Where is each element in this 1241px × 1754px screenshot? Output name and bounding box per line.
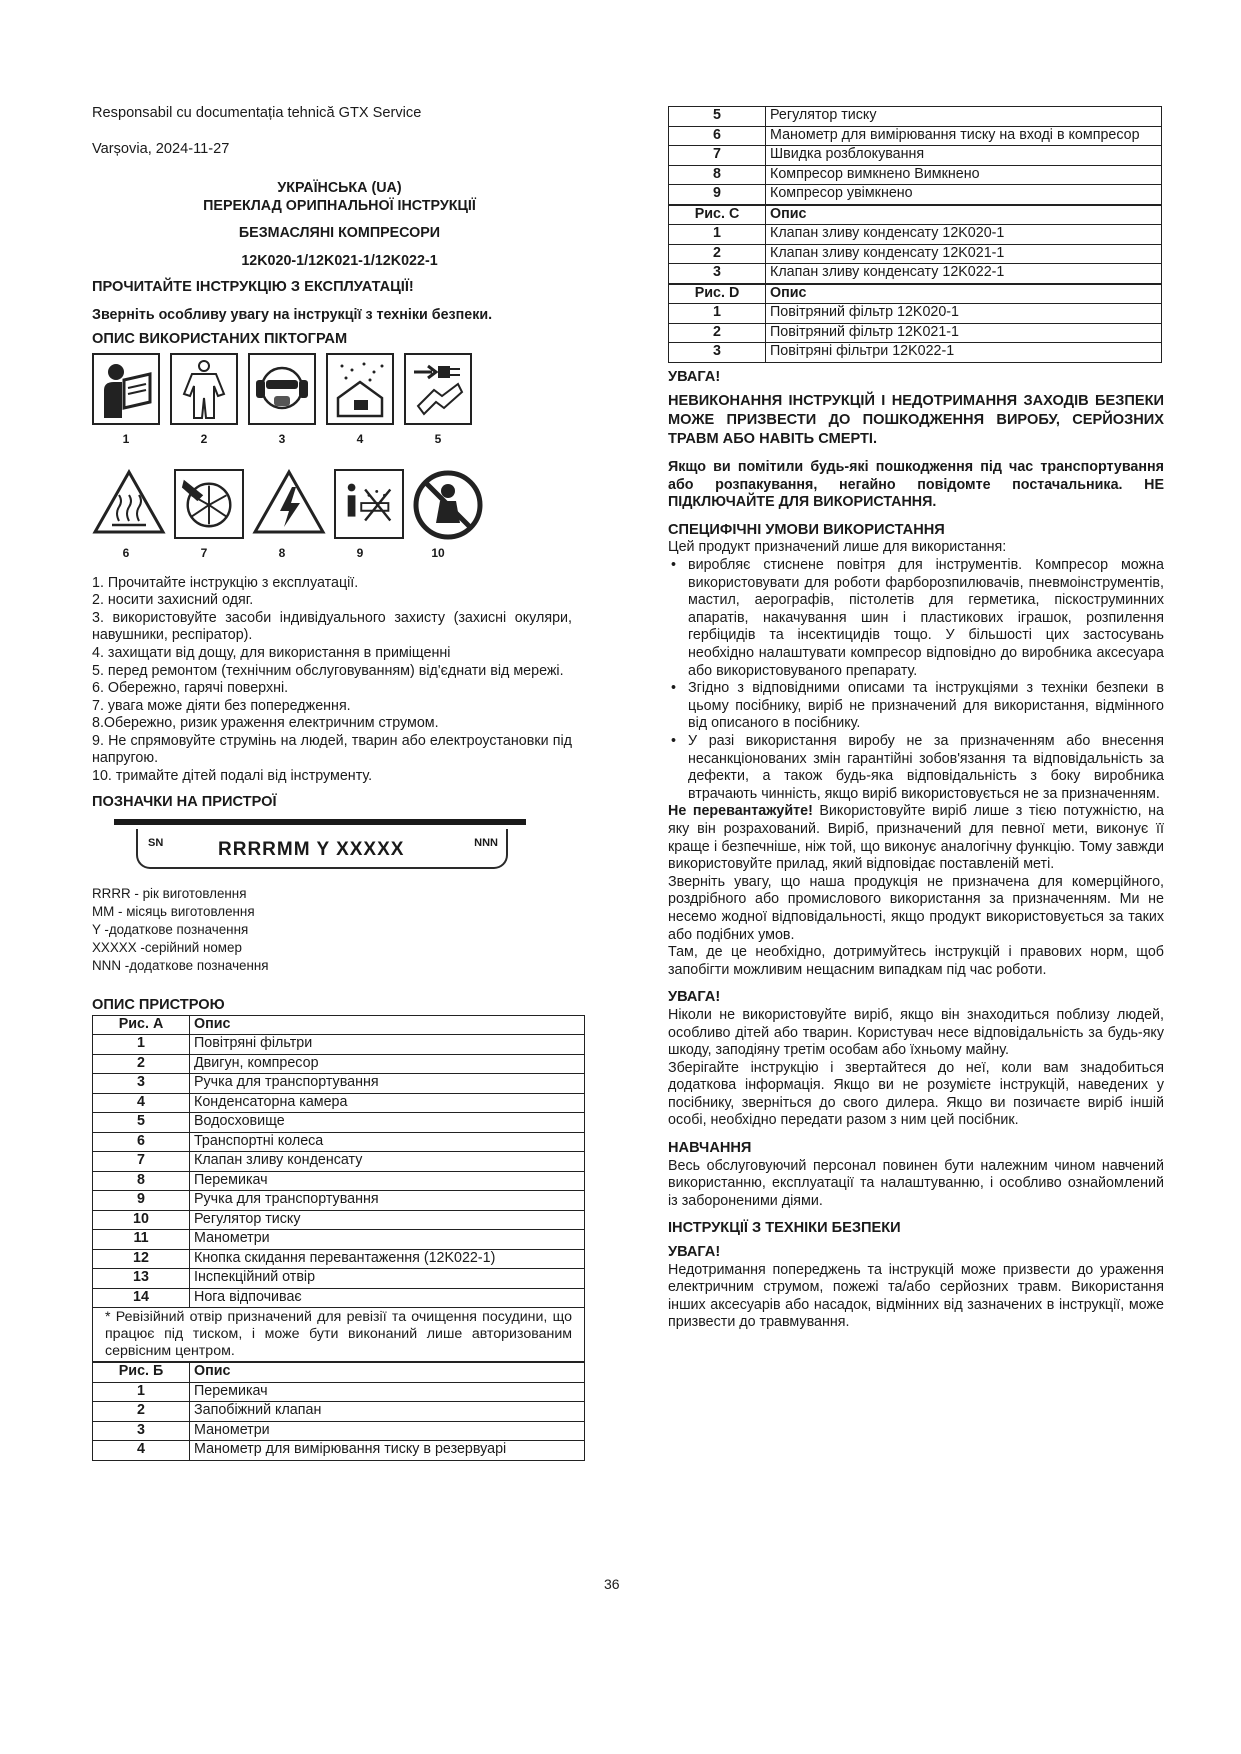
keep-manual-paragraph: Зберігайте інструкцію і звертайтеся до неї, коли вам знадобиться додаткова інформація. Якщо ви не розумієте інструкцій, наведених у посібнику, зверніться до свого дилера. Якщо ви позичаєте виріб іншій особі, необхідно передати разом з ним цей посібник.: [668, 1059, 1164, 1129]
pictogram-description: 7. увага може діяти без попередження.: [92, 697, 351, 714]
pictogram-description: 10. тримайте дітей подалі від інструменту.: [92, 768, 373, 785]
ppe-goggles-earmuffs-icon: [248, 353, 316, 425]
pictogram-number: 10: [431, 545, 445, 560]
table-header-row: [93, 1015, 585, 1035]
row-number-cell: 6: [93, 1132, 190, 1152]
row-number-cell: 13: [93, 1269, 190, 1289]
table-row: [93, 1421, 585, 1441]
row-number-cell: 7: [669, 146, 766, 166]
pictogram-description: 6. Обережно, гарячі поверхні.: [92, 680, 289, 697]
table-row: [93, 1035, 585, 1055]
table-header-cell: Рис. C: [669, 205, 766, 225]
row-number-cell: 9: [669, 185, 766, 205]
table-note-row: [93, 1308, 585, 1362]
row-number-cell: 3: [93, 1074, 190, 1094]
row-description-cell: Клапан зливу конденсату 12K020-1: [766, 225, 1162, 245]
table-row: [669, 126, 1162, 146]
automatic-start-icon: [174, 469, 244, 539]
pictogram-descriptions: [92, 575, 572, 786]
list-item: • виробляє стиснене повітря для інструментів. Компресор можна використовувати для роботи фарборозпилювачів, пневмоінструментів, мастил, аерографів, пістолетів для герметика, піскоструминних апаратів, накачування шин і пластикових іграшок, розпилення гербіцидів та інсектицидів тощо. У більшості цих застосувань необхідно налаштувати компресор відповідно до виробника аксесуара або використовуваного препарату.: [671, 557, 1164, 679]
row-description-cell: Компресор увімкнено: [766, 185, 1162, 205]
row-description-cell: Перемикач: [190, 1171, 585, 1191]
row-number-cell: 11: [93, 1230, 190, 1250]
legend-item: MM - місяць виготовлення: [92, 904, 255, 920]
row-number-cell: 4: [93, 1093, 190, 1113]
pictogram-number: 4: [356, 432, 364, 447]
row-description-cell: Манометр для вимірювання тиску в резервуарі: [190, 1441, 585, 1461]
table-row: [669, 244, 1162, 264]
indoor-rain-protection-icon: [326, 353, 394, 425]
hot-surface-icon: [92, 469, 166, 535]
pictogram-description: 3. використовуйте засоби індивідуального захисту (захисні окуляри, навушники, респіратор).: [92, 609, 572, 644]
list-item-text: Згідно з відповідними описами та інструкціями з техніки безпеки в цьому посібнику, виріб не призначений для використання, відмінного від описаного в посібнику.: [688, 680, 1164, 732]
table-row: [669, 343, 1162, 363]
row-description-cell: Перемикач: [190, 1382, 585, 1402]
row-description-cell: Клапан зливу конденсату 12K022-1: [766, 264, 1162, 284]
specific-conditions-heading: СПЕЦИФІЧНІ УМОВИ ВИКОРИСТАННЯ: [668, 521, 945, 538]
table-header-cell: Рис. D: [669, 284, 766, 304]
table-row: [669, 165, 1162, 185]
row-number-cell: 7: [93, 1152, 190, 1172]
table-row: [93, 1171, 585, 1191]
table-row: [93, 1152, 585, 1172]
row-description-cell: Ручка для транспортування: [190, 1191, 585, 1211]
table-row: [93, 1113, 585, 1133]
training-heading: НАВЧАННЯ: [668, 1140, 752, 1157]
table-row: [93, 1441, 585, 1461]
table-d: [668, 284, 1162, 363]
table-row: [93, 1132, 585, 1152]
translation-title: ПЕРЕКЛАД ОРИПНАЛЬНОЇ ІНСТРУКЦІЇ: [203, 197, 476, 214]
row-number-cell: 12: [93, 1249, 190, 1269]
marking-legend: [92, 885, 587, 975]
row-number-cell: 3: [669, 264, 766, 284]
table-row: [93, 1288, 585, 1308]
warning-heading: УВАГА!: [668, 1244, 721, 1261]
table-row: [93, 1054, 585, 1074]
row-number-cell: 14: [93, 1288, 190, 1308]
pictogram-number: 6: [122, 545, 130, 560]
markings-heading: ПОЗНАЧКИ НА ПРИСТРОЇ: [92, 793, 277, 810]
table-row: [669, 225, 1162, 245]
row-description-cell: Повітряний фільтр 12K020-1: [766, 304, 1162, 324]
pictogram-description: 5. перед ремонтом (технічним обслуговуванням) від'єднати від мережі.: [92, 662, 564, 679]
pictogram-number: 1: [122, 432, 130, 447]
table-header-cell: Опис: [190, 1363, 585, 1383]
language-title: УКРАЇНСЬКА (UA): [277, 180, 402, 197]
row-number-cell: 10: [93, 1210, 190, 1230]
table-c: [668, 205, 1162, 284]
row-description-cell: Кнопка скидання перевантаження (12K022-1): [190, 1249, 585, 1269]
row-description-cell: Повітряний фільтр 12K021-1: [766, 323, 1162, 343]
pictogram-number: 8: [278, 545, 286, 560]
table-row: [669, 185, 1162, 205]
read-manual-heading: ПРОЧИТАЙТЕ ІНСТРУКЦІЮ З ЕКСПЛУАТАЦІЇ!: [92, 278, 414, 295]
table-row: [669, 264, 1162, 284]
models-title: 12K020-1/12K021-1/12K022-1: [241, 252, 438, 269]
transport-damage-note: Якщо ви помітили будь-які пошкодження під час транспортування або розпакування, негайно повідомте постачальника. НЕ ПІДКЛЮЧАЙТЕ ДЛЯ ВИКОРИСТАННЯ.: [668, 459, 1164, 511]
pictograms-heading: ОПИС ВИКОРИСТАНИХ ПІКТОГРАМ: [92, 330, 348, 347]
inspection-hole-note: * Ревізійний отвір призначений для ревізії та очищення посудини, що працює під тиском, і може бути виконаний лише авторизованим сервісним центром.: [93, 1308, 585, 1362]
row-number-cell: 2: [669, 323, 766, 343]
table-header-row: [93, 1363, 585, 1383]
row-number-cell: 3: [669, 343, 766, 363]
disconnect-before-repair-icon: [404, 353, 472, 425]
table-b-continued: [668, 106, 1162, 205]
pictogram-number: 9: [356, 545, 364, 560]
row-number-cell: 5: [669, 107, 766, 127]
legal-norms-paragraph: Там, де це необхідно, дотримуйтесь інструкцій і правових норм, щоб запобігти можливим нещасним випадкам під час роботи.: [668, 944, 1164, 978]
place-date: Varșovia, 2024-11-27: [92, 140, 230, 157]
pictogram-description: 4. захищати від дощу, для використання в приміщенні: [92, 644, 451, 661]
table-row: [93, 1191, 585, 1211]
keep-children-away-icon: [412, 469, 484, 541]
list-item: • У разі використання виробу не за призначенням або внесення несанкціонованих змін гарантійні зобов'язання та відповідальність за дефекти, а також будь-яка відповідальність з боку виробника втрачають чинність, якщо виріб використовується не за призначенням.: [671, 733, 1164, 802]
safety-attention-note: Зверніть особливу увагу на інструкції з техніки безпеки.: [92, 307, 493, 324]
table-row: [669, 304, 1162, 324]
legend-item: NNN -додаткове позначення: [92, 958, 269, 974]
read-manual-icon: [92, 353, 160, 425]
table-row: [669, 107, 1162, 127]
page-number: 36: [604, 1576, 620, 1592]
list-item: • Згідно з відповідними описами та інструкціями з техніки безпеки в цьому посібнику, виріб не призначений для використання, відмінного від описаного в посібнику.: [671, 680, 1164, 732]
pictogram-number: 2: [200, 432, 208, 447]
plate-sn-label: SN: [148, 837, 164, 850]
pictogram-row-1: [92, 353, 587, 425]
row-description-cell: Водосховище: [190, 1113, 585, 1133]
table-b: [92, 1362, 585, 1461]
row-description-cell: Двигун, компресор: [190, 1054, 585, 1074]
pictogram-numbers-2: [92, 545, 587, 563]
row-number-cell: 1: [669, 225, 766, 245]
pictogram-numbers-1: [92, 431, 587, 449]
warning-heading: УВАГА!: [668, 368, 721, 385]
table-row: [93, 1269, 585, 1289]
pictogram-row-2: [92, 469, 587, 541]
row-number-cell: 8: [669, 165, 766, 185]
table-row: [93, 1230, 585, 1250]
row-number-cell: 9: [93, 1191, 190, 1211]
row-number-cell: 1: [93, 1382, 190, 1402]
table-row: [93, 1249, 585, 1269]
row-number-cell: 8: [93, 1171, 190, 1191]
pictogram-description: 1. Прочитайте інструкцію з експлуатації.: [92, 574, 359, 591]
plate-nnn-label: NNN: [474, 837, 498, 850]
pictogram-description: 8.Обережно, ризик ураження електричним струмом.: [92, 715, 439, 732]
row-description-cell: Компресор вимкнено Вимкнено: [766, 165, 1162, 185]
row-description-cell: Повітряні фільтри: [190, 1035, 585, 1055]
row-number-cell: 1: [93, 1035, 190, 1055]
usage-conditions-list: [668, 557, 1164, 803]
row-description-cell: Регулятор тиску: [766, 107, 1162, 127]
safety-instructions-heading: ІНСТРУКЦІЇ З ТЕХНІКИ БЕЗПЕКИ: [668, 1220, 901, 1237]
row-description-cell: Швидка розблокування: [766, 146, 1162, 166]
legend-item: XXXXX -серійний номер: [92, 940, 242, 956]
row-number-cell: 5: [93, 1113, 190, 1133]
pictogram-description: 2. носити захисний одяг.: [92, 592, 254, 609]
overload-paragraph: [668, 803, 1164, 873]
table-row: [93, 1074, 585, 1094]
row-description-cell: Клапан зливу конденсату: [190, 1152, 585, 1172]
row-description-cell: Манометри: [190, 1421, 585, 1441]
left-column: [92, 105, 587, 1461]
device-description-heading: ОПИС ПРИСТРОЮ: [92, 997, 225, 1014]
table-header-cell: Опис: [766, 205, 1162, 225]
row-description-cell: Повітряні фільтри 12K022-1: [766, 343, 1162, 363]
training-paragraph: Весь обслуговуючий персонал повинен бути належним чином навчений використанню, експлуатації та налаштуванню, і особливо ознайомлений із забороненими діями.: [668, 1157, 1164, 1209]
product-title: БЕЗМАСЛЯНІ КОМПРЕСОРИ: [238, 225, 441, 242]
warning-heading: УВАГА!: [668, 989, 721, 1006]
row-description-cell: Запобіжний клапан: [190, 1402, 585, 1422]
list-item-text: виробляє стиснене повітря для інструментів. Компресор можна використовувати для роботи фарборозпилювачів, пневмоінструментів, мастил, аерографів, пістолетів для герметика, піскоструминних апаратів, накачування шин і пластикових іграшок, розпилення гербіцидів та інсектицидів тощо. У більшості цих застосувань необхідно налаштувати компресор відповідно до виробника аксесуара або використовуваного препарату.: [688, 557, 1164, 679]
table-header-row: [669, 284, 1162, 304]
specific-conditions-intro: Цей продукт призначений лише для використання:: [668, 539, 1007, 556]
table-header-cell: Рис. A: [93, 1015, 190, 1035]
row-description-cell: Клапан зливу конденсату 12K021-1: [766, 244, 1162, 264]
table-header-row: [669, 205, 1162, 225]
row-number-cell: 2: [669, 244, 766, 264]
table-row: [93, 1093, 585, 1113]
plate-code: RRRRMM Y XXXXX: [218, 839, 405, 861]
row-description-cell: Транспортні колеса: [190, 1132, 585, 1152]
row-description-cell: Конденсаторна камера: [190, 1093, 585, 1113]
warning-statement: НЕВИКОНАННЯ ІНСТРУКЦІЙ І НЕДОТРИМАННЯ ЗАХОДІВ БЕЗПЕКИ МОЖЕ ПРИЗВЕСТИ ДО ПОШКОДЖЕННЯ ВИРОБУ, СЕРЙОЗНИХ ТРАВМ АБО НАВІТЬ СМЕРТІ.: [668, 393, 1164, 448]
commercial-use-paragraph: Зверніть увагу, що наша продукція не призначена для комерційного, роздрібного або промислового використання за призначенням. Ми не несемо жодної відповідальності, якщо продукт використовується за таких або подібних умов.: [668, 873, 1164, 943]
pictogram-number: 7: [200, 545, 208, 560]
protective-clothing-icon: [170, 353, 238, 425]
row-number-cell: 1: [669, 304, 766, 324]
row-description-cell: Ручка для транспортування: [190, 1074, 585, 1094]
pictogram-number: 3: [278, 432, 286, 447]
table-header-cell: Рис. Б: [93, 1363, 190, 1383]
responsible-line: Responsabil cu documentația tehnică GTX Service: [92, 105, 422, 121]
pictogram-number: 5: [434, 432, 442, 447]
row-description-cell: Регулятор тиску: [190, 1210, 585, 1230]
table-header-cell: Опис: [190, 1015, 585, 1035]
overload-text: Використовуйте виріб лише з тією потужністю, на яку він розрахований. Виріб, призначений для певної мети, виконує її краще і безпечніше, ніж той, що виконує аналогічну функцію. Тому завжди використовуйте прилад, який відповідає поставленій меті.: [668, 803, 1165, 873]
no-spray-at-people-icon: [334, 469, 404, 539]
row-description-cell: Інспекційний отвір: [190, 1269, 585, 1289]
row-number-cell: 6: [669, 126, 766, 146]
list-item-text: У разі використання виробу не за призначенням або внесення несанкціонованих змін гарантійні зобов'язання та відповідальність за дефекти, а також будь-яка відповідальність з боку виробника втрачають чинність, якщо виріб використовується не за призначенням.: [688, 733, 1164, 802]
row-description-cell: Манометри: [190, 1230, 585, 1250]
table-a: [92, 1015, 585, 1363]
table-header-cell: Опис: [766, 284, 1162, 304]
safety-paragraph: Недотримання попереджень та інструкцій може призвести до ураження електричним струмом, пожежі та/або серйозних травм. Використання інших аксесуарів або насадок, відмінних від зазначених в інструкції, може призвести до травмування.: [668, 1261, 1164, 1331]
legend-item: RRRR - рік виготовлення: [92, 886, 247, 902]
serial-number-plate: [114, 819, 504, 871]
row-number-cell: 3: [93, 1421, 190, 1441]
overload-label: Не перевантажуйте!: [668, 803, 813, 820]
table-row: [93, 1402, 585, 1422]
electric-shock-icon: [252, 469, 326, 535]
row-description-cell: Манометр для вимірювання тиску на вході в компресор: [766, 126, 1162, 146]
table-row: [93, 1210, 585, 1230]
row-number-cell: 2: [93, 1054, 190, 1074]
right-column: [668, 106, 1164, 1332]
row-number-cell: 4: [93, 1441, 190, 1461]
children-warning-paragraph: Ніколи не використовуйте виріб, якщо він знаходиться поблизу людей, особливо дітей або тварин. Користувач несе відповідальність за будь-яку шкоду, заподіяну третім особам або їхньому майну.: [668, 1006, 1164, 1059]
table-row: [669, 323, 1162, 343]
row-description-cell: Нога відпочиває: [190, 1288, 585, 1308]
table-row: [93, 1382, 585, 1402]
row-number-cell: 2: [93, 1402, 190, 1422]
pictogram-description: 9. Не спрямовуйте струмінь на людей, тварин або електроустановки під напругою.: [92, 732, 572, 767]
legend-item: Y -додаткове позначення: [92, 922, 249, 938]
table-row: [669, 146, 1162, 166]
